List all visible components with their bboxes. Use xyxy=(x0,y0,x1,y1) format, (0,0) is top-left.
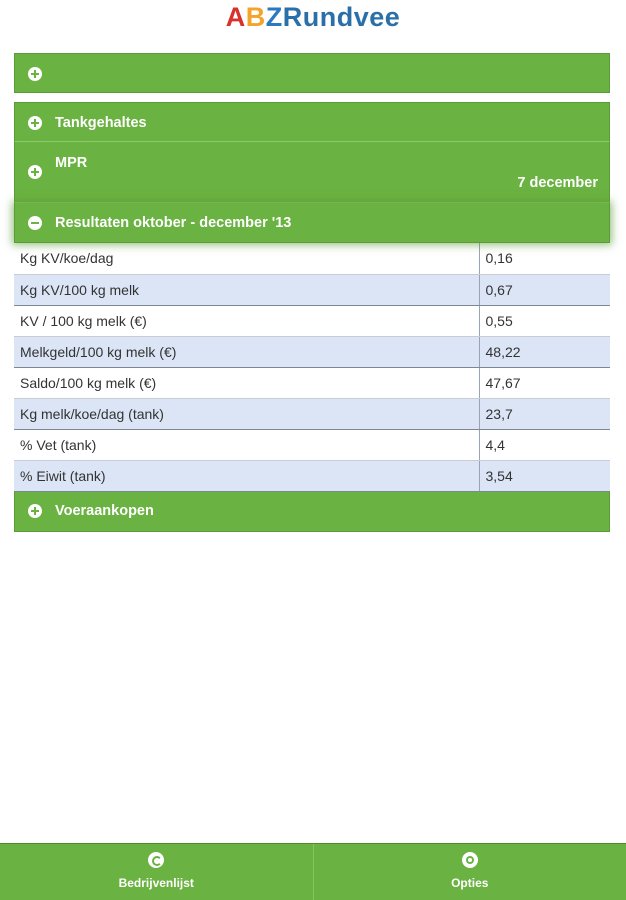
logo-letter-z: Z xyxy=(265,2,283,32)
result-label: Melkgeld/100 kg melk (€) xyxy=(14,336,479,367)
collapsible-label: Voeraankopen xyxy=(55,502,154,519)
plus-icon xyxy=(28,165,42,179)
result-value: 47,67 xyxy=(479,367,610,398)
results-table xyxy=(14,243,610,492)
footer-navbar xyxy=(0,843,626,900)
table-row xyxy=(14,367,610,398)
result-label: % Vet (tank) xyxy=(14,429,479,460)
result-value: 4,4 xyxy=(479,429,610,460)
table-row xyxy=(14,398,610,429)
table-row xyxy=(14,336,610,367)
collapsible-label: Tankgehaltes xyxy=(55,115,147,131)
collapsible-header-tankgehaltes[interactable] xyxy=(14,102,610,142)
opties-label: Opties xyxy=(451,876,489,890)
result-value: 48,22 xyxy=(479,336,610,367)
collapsible-group xyxy=(14,102,610,532)
result-label: KV / 100 kg melk (€) xyxy=(14,305,479,336)
table-row xyxy=(14,274,610,305)
result-label: Saldo/100 kg melk (€) xyxy=(14,367,479,398)
gear-icon xyxy=(462,852,478,868)
result-value: 0,55 xyxy=(479,305,610,336)
logo-word: Rundvee xyxy=(282,2,401,32)
bedrijvenlijst-label: Bedrijvenlijst xyxy=(118,876,194,890)
result-label: Kg KV/koe/dag xyxy=(14,243,479,274)
result-value: 23,7 xyxy=(479,398,610,429)
bedrijvenlijst-button[interactable] xyxy=(0,844,313,900)
collapsible-header-voeraankopen[interactable] xyxy=(14,492,610,532)
collapsible-header-empty[interactable] xyxy=(14,53,610,93)
table-row xyxy=(14,429,610,460)
result-value: 3,54 xyxy=(479,460,610,491)
app-logo xyxy=(0,2,626,32)
plus-icon xyxy=(28,504,42,518)
opties-button[interactable] xyxy=(313,844,626,900)
table-row xyxy=(14,243,610,274)
main-content xyxy=(14,53,610,532)
back-icon xyxy=(148,852,164,868)
table-row xyxy=(14,305,610,336)
result-label: Kg KV/100 kg melk xyxy=(14,274,479,305)
minus-icon xyxy=(28,216,42,230)
logo-letter-a: A xyxy=(225,2,246,32)
collapsible-header-mpr[interactable] xyxy=(14,142,610,203)
result-label: % Eiwit (tank) xyxy=(14,460,479,491)
result-label: Kg melk/koe/dag (tank) xyxy=(14,398,479,429)
collapsible-label: MPR xyxy=(55,155,88,171)
plus-icon xyxy=(28,67,42,81)
table-row xyxy=(14,460,610,491)
result-value: 0,67 xyxy=(479,274,610,305)
collapsible-header-resultaten[interactable] xyxy=(14,203,610,243)
result-value: 0,16 xyxy=(479,243,610,274)
plus-icon xyxy=(28,116,42,130)
logo-letter-b: B xyxy=(245,2,266,32)
mpr-date: 7 december xyxy=(517,175,598,191)
collapsible-label: Resultaten oktober - december '13 xyxy=(55,215,292,231)
